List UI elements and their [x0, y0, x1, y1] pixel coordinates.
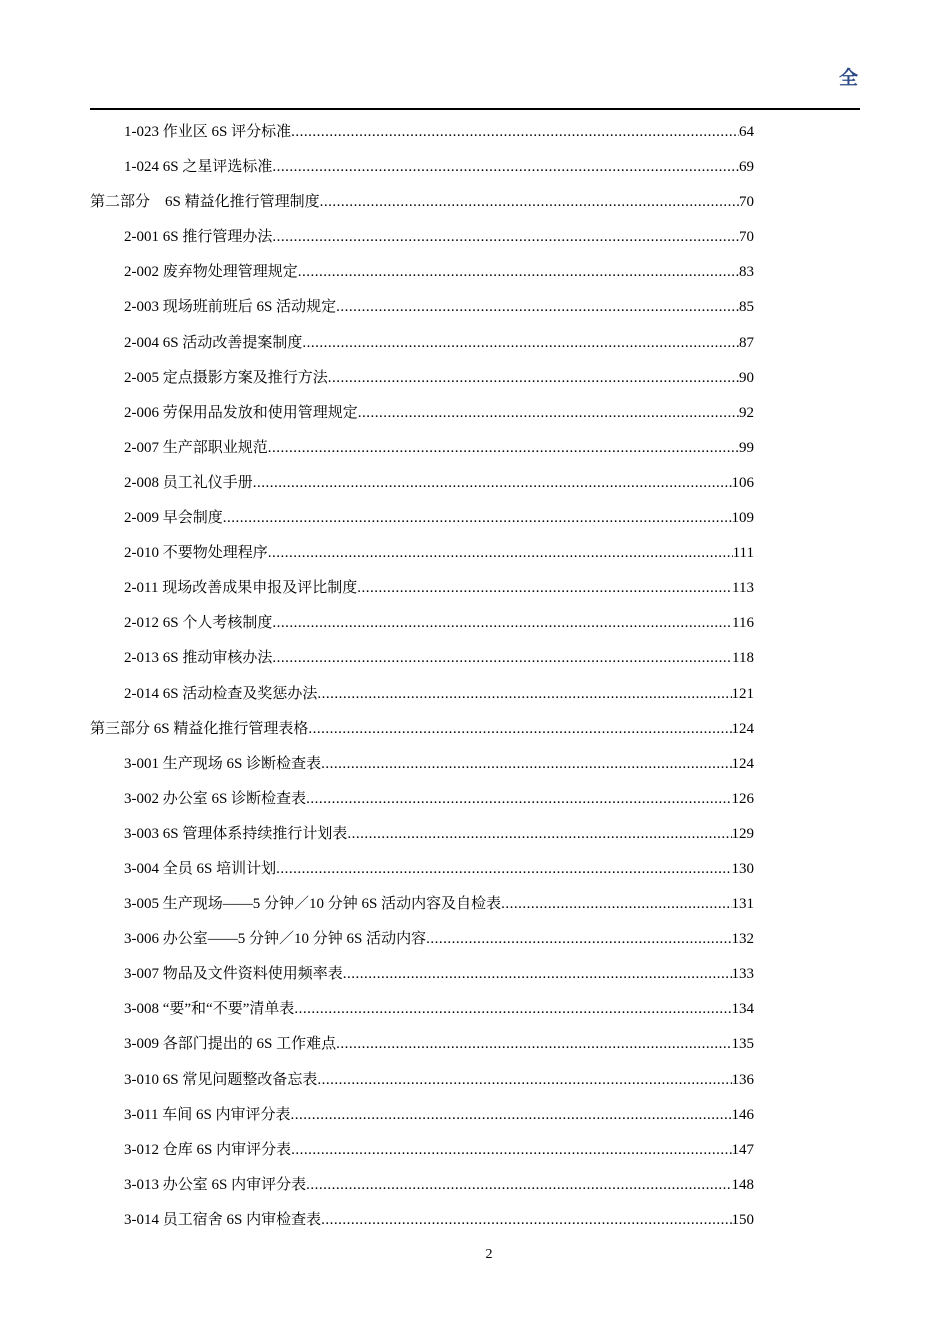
toc-section-heading[interactable] [90, 185, 754, 220]
toc-entry-page-number: 126 [731, 790, 754, 807]
toc-dot-leader [317, 1063, 731, 1098]
toc-dot-leader [272, 220, 739, 255]
toc-entry[interactable] [90, 501, 754, 536]
toc-dot-leader [347, 817, 731, 852]
toc-entry-label: 2-012 6S 个人考核制度 [124, 615, 273, 632]
toc-dot-leader [291, 115, 739, 150]
toc-dot-leader [294, 992, 731, 1027]
toc-entry-label: 2-001 6S 推行管理办法 [124, 229, 273, 246]
toc-section-heading[interactable] [90, 712, 754, 747]
header-divider [90, 108, 860, 110]
page-number: 2 [485, 1247, 493, 1262]
toc-entry[interactable] [90, 817, 754, 852]
toc-entry-page-number: 70 [739, 229, 754, 246]
toc-entry[interactable] [90, 1168, 754, 1203]
toc-entry-label: 3-007 物品及文件资料使用频率表 [124, 966, 343, 983]
table-of-contents [90, 115, 754, 1238]
toc-entry-label: 3-014 员工宿舍 6S 内审检查表 [124, 1211, 322, 1228]
toc-entry-page-number: 69 [739, 159, 754, 176]
toc-entry-label: 3-004 全员 6S 培训计划 [124, 860, 277, 877]
toc-entry-label: 2-014 6S 活动检查及奖惩办法 [124, 685, 318, 702]
toc-entry-label: 2-006 劳保用品发放和使用管理规定 [124, 404, 358, 421]
toc-entry-label: 3-010 6S 常见问题整改备忘表 [124, 1071, 318, 1088]
toc-entry[interactable] [90, 326, 754, 361]
toc-entry-page-number: 132 [731, 931, 754, 948]
toc-dot-leader [426, 922, 731, 957]
toc-entry[interactable] [90, 606, 754, 641]
toc-entry-page-number: 121 [731, 685, 754, 702]
toc-entry-page-number: 146 [731, 1106, 754, 1123]
toc-entry[interactable] [90, 431, 754, 466]
toc-entry-label: 2-010 不要物处理程序 [124, 545, 268, 562]
toc-entry-page-number: 147 [731, 1141, 754, 1158]
toc-entry[interactable] [90, 677, 754, 712]
toc-entry-page-number: 90 [739, 369, 754, 386]
toc-entry[interactable] [90, 1027, 754, 1062]
toc-dot-leader [272, 641, 732, 676]
toc-entry-page-number: 133 [731, 966, 754, 983]
toc-entry[interactable] [90, 150, 754, 185]
toc-entry-label: 2-004 6S 活动改善提案制度 [124, 334, 303, 351]
toc-entry[interactable] [90, 1133, 754, 1168]
toc-entry-label: 1-023 作业区 6S 评分标准 [124, 124, 292, 140]
toc-dot-leader [268, 431, 739, 466]
toc-entry-page-number: 113 [732, 580, 754, 597]
toc-entry-label: 2-003 现场班前班后 6S 活动规定 [124, 299, 337, 316]
toc-entry[interactable] [90, 290, 754, 325]
toc-entry-page-number: 148 [731, 1176, 754, 1193]
toc-dot-leader [291, 1098, 732, 1133]
toc-entry[interactable] [90, 1203, 754, 1238]
toc-entry[interactable] [90, 887, 754, 922]
toc-entry-label: 2-009 早会制度 [124, 510, 223, 527]
toc-entry-page-number: 134 [731, 1001, 754, 1018]
toc-entry-page-number: 111 [732, 545, 754, 562]
toc-entry[interactable] [90, 992, 754, 1027]
toc-entry-page-number: 106 [731, 474, 754, 491]
toc-dot-leader [321, 747, 731, 782]
toc-entry[interactable] [90, 922, 754, 957]
toc-dot-leader [291, 1133, 731, 1168]
toc-entry-label: 3-011 车间 6S 内审评分表 [124, 1106, 291, 1123]
toc-dot-leader [328, 361, 739, 396]
toc-entry-page-number: 109 [731, 510, 754, 527]
toc-entry[interactable] [90, 396, 754, 431]
toc-dot-leader [321, 1203, 731, 1238]
toc-dot-leader [317, 677, 731, 712]
toc-entry-label: 3-012 仓库 6S 内审评分表 [124, 1141, 292, 1158]
toc-dot-leader [272, 606, 732, 641]
toc-entry-page-number: 92 [739, 404, 754, 421]
toc-entry-label: 第三部分 6S 精益化推行管理表格 [90, 720, 309, 737]
toc-entry-label: 2-007 生产部职业规范 [124, 439, 268, 456]
toc-entry[interactable] [90, 1098, 754, 1133]
toc-entry-label: 3-009 各部门提出的 6S 工作难点 [124, 1036, 337, 1053]
toc-entry-page-number: 116 [732, 615, 754, 632]
toc-entry-page-number: 131 [731, 896, 754, 913]
toc-entry-page-number: 124 [731, 720, 754, 737]
toc-entry-page-number: 124 [731, 755, 754, 772]
toc-dot-leader [343, 957, 732, 992]
toc-entry-label: 2-002 废弃物处理管理规定 [124, 264, 298, 281]
toc-dot-leader [302, 326, 739, 361]
toc-entry-label: 2-013 6S 推动审核办法 [124, 650, 273, 667]
toc-entry-label: 3-013 办公室 6S 内审评分表 [124, 1176, 307, 1193]
toc-entry-label: 3-001 生产现场 6S 诊断检查表 [124, 755, 322, 772]
toc-entry-label: 2-008 员工礼仪手册 [124, 474, 253, 491]
toc-dot-leader [276, 852, 731, 887]
toc-entry-page-number: 99 [739, 439, 754, 456]
toc-entry-page-number: 118 [732, 650, 754, 667]
toc-dot-leader [308, 712, 731, 747]
toc-dot-leader [268, 536, 733, 571]
toc-entry-label: 3-003 6S 管理体系持续推行计划表 [124, 825, 348, 842]
toc-dot-leader [501, 887, 731, 922]
header-logo-mark: 全 [838, 67, 858, 89]
toc-entry[interactable] [90, 782, 754, 817]
toc-entry-label: 3-005 生产现场——5 分钟／10 分钟 6S 活动内容及自检表 [124, 896, 502, 913]
toc-dot-leader [336, 1027, 731, 1062]
toc-entry-page-number: 85 [739, 299, 754, 316]
toc-entry-page-number: 129 [731, 825, 754, 842]
toc-entry[interactable] [90, 361, 754, 396]
toc-entry-page-number: 83 [739, 264, 754, 281]
toc-entry[interactable] [90, 115, 754, 150]
toc-entry-label: 第二部分 6S 精益化推行管理制度 [90, 194, 320, 211]
toc-entry[interactable] [90, 852, 754, 887]
toc-entry-label: 3-002 办公室 6S 诊断检查表 [124, 790, 307, 807]
toc-entry[interactable] [90, 536, 754, 571]
toc-entry[interactable] [90, 571, 754, 606]
toc-entry-page-number: 70 [739, 194, 754, 211]
toc-entry-page-number: 135 [731, 1036, 754, 1053]
toc-entry-label: 1-024 6S 之星评选标准 [124, 159, 273, 176]
toc-entry-label: 2-005 定点摄影方案及推行方法 [124, 369, 328, 386]
toc-dot-leader [357, 571, 732, 606]
toc-entry[interactable] [90, 1063, 754, 1098]
toc-entry-page-number: 136 [731, 1071, 754, 1088]
toc-dot-leader [272, 150, 739, 185]
toc-dot-leader [336, 290, 739, 325]
toc-entry[interactable] [90, 466, 754, 501]
toc-entry[interactable] [90, 957, 754, 992]
toc-entry[interactable] [90, 255, 754, 290]
toc-entry[interactable] [90, 641, 754, 676]
toc-dot-leader [358, 396, 739, 431]
toc-dot-leader [223, 501, 732, 536]
toc-entry-page-number: 64 [739, 124, 754, 140]
toc-entry[interactable] [90, 747, 754, 782]
toc-entry-label: 3-006 办公室——5 分钟／10 分钟 6S 活动内容 [124, 931, 427, 948]
toc-dot-leader [306, 782, 731, 817]
toc-entry-page-number: 150 [731, 1211, 754, 1228]
toc-entry-label: 3-008 “要”和“不要”清单表 [124, 1001, 295, 1018]
toc-dot-leader [320, 185, 739, 220]
toc-dot-leader [306, 1168, 731, 1203]
toc-dot-leader [253, 466, 732, 501]
toc-entry[interactable] [90, 220, 754, 255]
toc-entry-page-number: 130 [731, 860, 754, 877]
toc-entry-page-number: 87 [739, 334, 754, 351]
toc-dot-leader [298, 255, 739, 290]
toc-entry-label: 2-011 现场改善成果申报及评比制度 [124, 580, 358, 597]
